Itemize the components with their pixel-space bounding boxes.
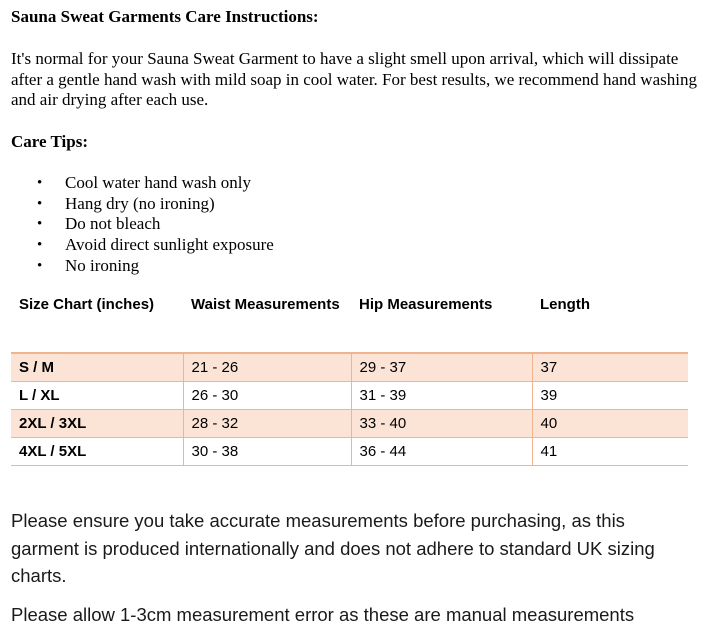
list-item: • No ironing — [0, 256, 274, 277]
page-title: Sauna Sweat Garments Care Instructions: — [11, 7, 319, 26]
table-cell: 37 — [532, 353, 688, 382]
measurement-error-note: Please allow 1-3cm measurement error as these are manual measurements — [11, 604, 635, 625]
table-cell: 33 - 40 — [351, 410, 532, 438]
table-cell: 29 - 37 — [351, 353, 532, 382]
list-item: • Cool water hand wash only — [0, 173, 274, 194]
intro-paragraph: It's normal for your Sauna Sweat Garment to have a slight smell upon arrival, which will dissipate after a gentle hand wash with mild soap in cool water. For best results, we recommend hand washing and air drying after each use. — [11, 49, 697, 109]
list-item: • Do not bleach — [0, 214, 274, 235]
measurement-note: Please ensure you take accurate measurements before purchasing, as this garment is produced internationally and does not adhere to standard UK sizing charts. — [11, 510, 655, 586]
table-cell: 39 — [532, 382, 688, 410]
table-cell: 21 - 26 — [183, 353, 351, 382]
care-tips-heading: Care Tips: — [11, 132, 88, 151]
care-tips-list — [0, 173, 274, 276]
column-header: Waist Measurements — [191, 296, 340, 313]
table-cell: 28 - 32 — [183, 410, 351, 438]
table-cell: 4XL / 5XL — [11, 438, 183, 466]
table-cell: 2XL / 3XL — [11, 410, 183, 438]
column-header: Length — [540, 296, 590, 313]
table-row — [11, 410, 688, 438]
table-cell: 36 - 44 — [351, 438, 532, 466]
list-item: • Hang dry (no ironing) — [0, 194, 274, 215]
table-row — [11, 438, 688, 466]
column-header: Hip Measurements — [359, 296, 493, 313]
table-cell: 26 - 30 — [183, 382, 351, 410]
table-cell: 30 - 38 — [183, 438, 351, 466]
column-header: Size Chart (inches) — [19, 296, 155, 313]
list-item: • Avoid direct sunlight exposure — [0, 235, 274, 256]
table-cell: 41 — [532, 438, 688, 466]
table-cell: S / M — [11, 353, 183, 382]
table-row — [11, 353, 688, 382]
size-chart-table — [11, 293, 688, 466]
table-cell: 31 - 39 — [351, 382, 532, 410]
table-cell: 40 — [532, 410, 688, 438]
table-header-row — [11, 293, 688, 353]
table-row — [11, 382, 688, 410]
table-cell: L / XL — [11, 382, 183, 410]
